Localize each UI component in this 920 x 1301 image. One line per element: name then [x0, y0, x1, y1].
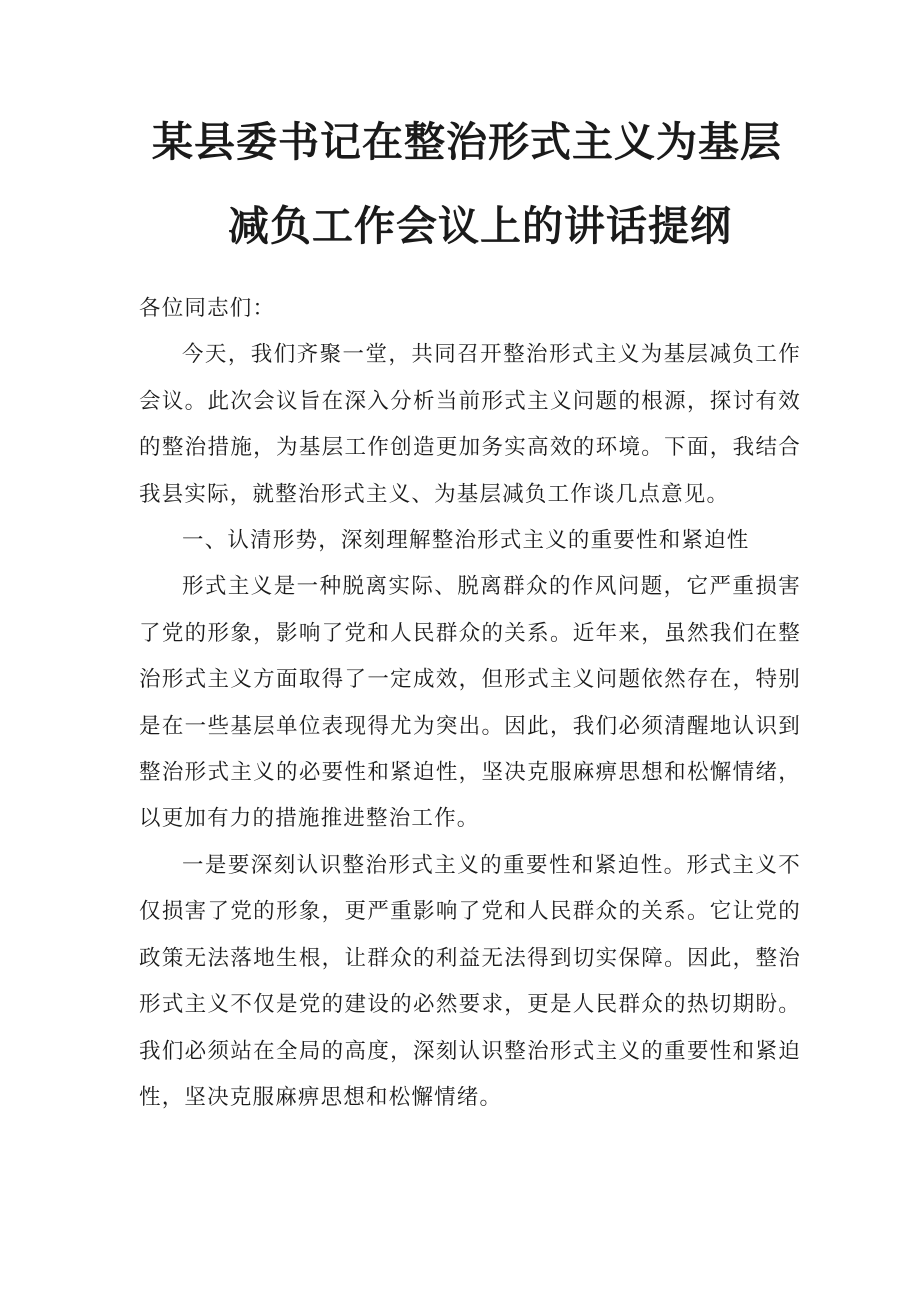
salutation: 各位同志们： — [139, 296, 276, 321]
section-heading-1: 一、认清形势，深刻理解整治形式主义的重要性和紧迫性 — [182, 528, 750, 554]
paragraph-section-1: 形式主义是一种脱离实际、脱离群众的作风问题，它严重损害了党的形象，影响了党和人民群众的关系。近年来，虽然我们在整治形式主义方面取得了一定成效，但形式主义问题依然存在，特别是在一些基层单位表现得尤为突出。因此，我们必须清醒地认识到整治形式主义的必要性和紧迫性，坚决克服麻痹思想和松懈情绪，以更加有力的措施推进整治工作。 — [139, 574, 801, 832]
document-title-line-2: 减负工作会议上的讲话提纲 — [228, 202, 732, 250]
document-body — [139, 286, 801, 1121]
document-title-line-1: 某县委书记在整治形式主义为基层 — [152, 118, 782, 166]
paragraph-intro: 今天，我们齐聚一堂，共同召开整治形式主义为基层减负工作会议。此次会议旨在深入分析当前形式主义问题的根源，探讨有效的整治措施，为基层工作创造更加务实高效的环境。下面，我结合我县实际，就整治形式主义、为基层减负工作谈几点意见。 — [139, 342, 801, 507]
paragraph-point-1: 一是要深刻认识整治形式主义的重要性和紧迫性。形式主义不仅损害了党的形象，更严重影响了党和人民群众的关系。它让党的政策无法落地生根，让群众的利益无法得到切实保障。因此，整治形式主义不仅是党的建设的必然要求，更是人民群众的热切期盼。我们必须站在全局的高度，深刻认识整治形式主义的重要性和紧迫性，坚决克服麻痹思想和松懈情绪。 — [139, 852, 801, 1110]
